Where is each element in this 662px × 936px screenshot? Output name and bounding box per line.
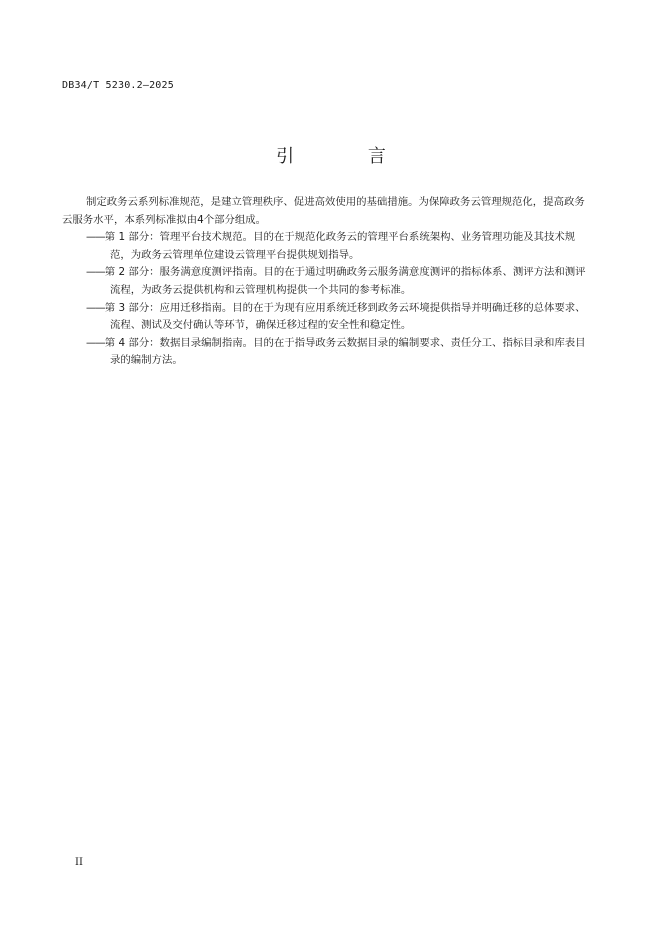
list-item-part-1 [62,229,592,264]
document-code: DB34/T 5230.2—2025 [62,80,174,91]
intro-paragraph: 制定政务云系列标准规范，是建立管理秩序、促进高效使用的基础措施。为保障政务云管理规范化，提高政务云服务水平，本系列标准拟由4个部分组成。 [62,196,585,226]
page-title: 引 言 [276,146,420,167]
list-item-part-2 [62,264,592,299]
part-text: 第 1 部分：管理平台技术规范。目的在于规范化政务云的管理平台系统架构、业务管理功能及其技术规范，为政务云管理单位建设云管理平台提供规划指导。 [104,231,576,261]
em-dash: —— [86,301,105,314]
foreword-body [62,194,592,370]
part-text: 第 2 部分：服务满意度测评指南。目的在于通过明确政务云服务满意度测评的指标体系、测评方法和测评流程，为政务云提供机构和云管理机构提供一个共同的参考标准。 [104,266,586,296]
page-number: II [75,857,83,868]
em-dash: —— [86,336,105,349]
part-text: 第 4 部分：数据目录编制指南。目的在于指导政务云数据目录的编制要求、责任分工、指标目录和库表目录的编制方法。 [104,336,586,367]
em-dash: —— [86,266,105,279]
list-item-part-3 [62,300,592,335]
part-text: 第 3 部分：应用迁移指南。目的在于为现有应用系统迁移到政务云环境提供指导并明确迁移的总体要求、流程、测试及交付确认等环节，确保迁移过程的安全性和稳定性。 [104,301,586,332]
list-item-part-4 [62,335,592,370]
em-dash: —— [86,231,105,244]
